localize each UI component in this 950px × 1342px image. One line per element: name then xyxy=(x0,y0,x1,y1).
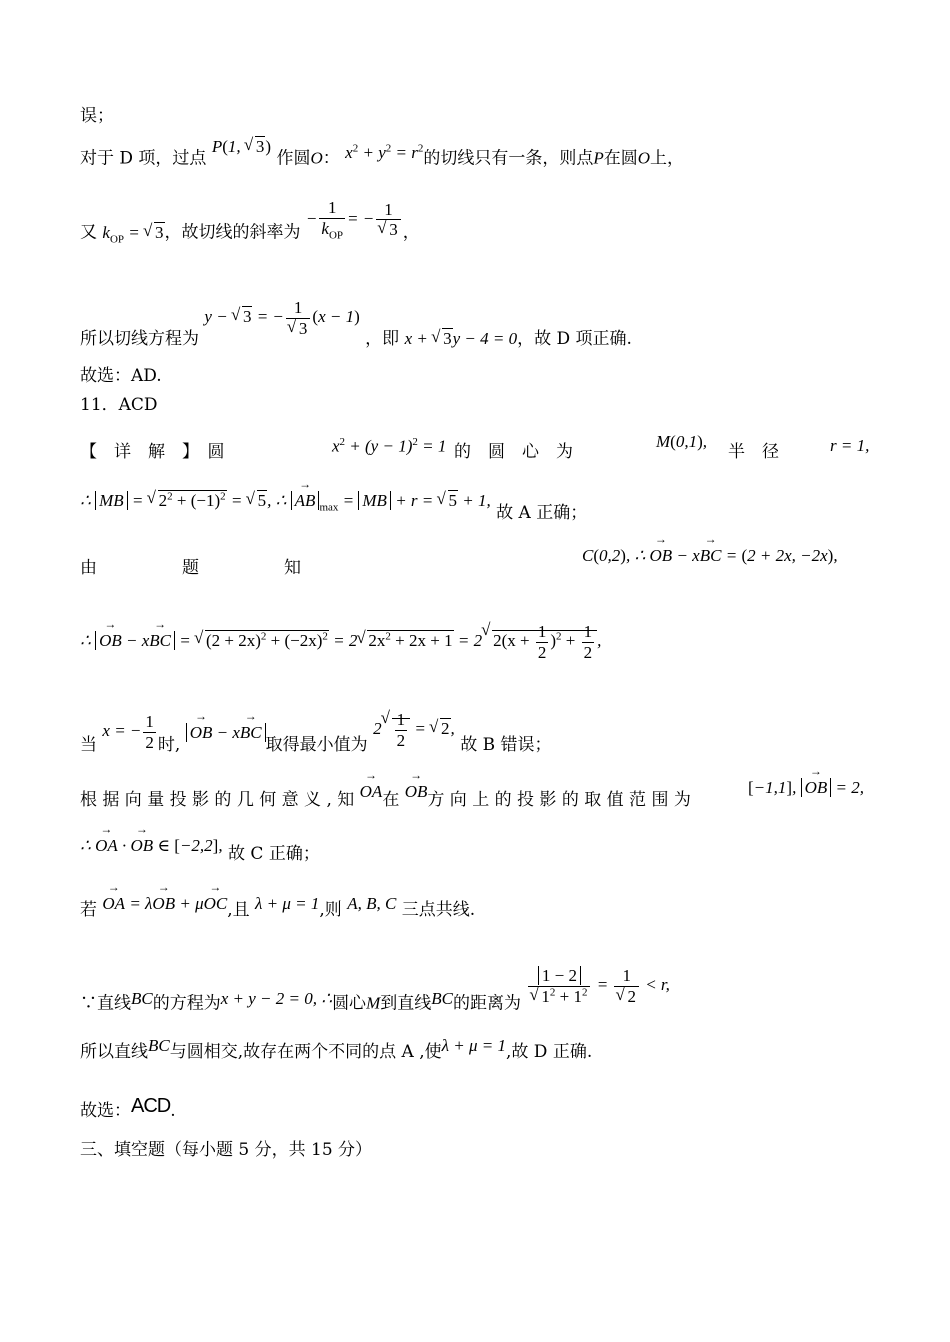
line-14-text-a: 若 xyxy=(80,900,97,920)
formula-circle-11: $x^2 + (y - 1)^2 = 1$ xyxy=(332,436,447,456)
line-13-text-b: 故 C 正确； xyxy=(228,844,320,864)
formula-tangent-line: y − √ 3 = − 1 √ 3 (x − 1) xyxy=(204,307,359,326)
line-11-text-c: 取得最小值为 xyxy=(265,734,368,755)
text-line-9 xyxy=(80,546,870,578)
text-line-5 xyxy=(80,366,162,386)
formula-bc-2: BC xyxy=(431,989,453,1009)
section-3-title: 三、填空题（每小题 5 分，共 15 分） xyxy=(80,1140,373,1160)
line-17-text-c: . xyxy=(170,1101,176,1121)
formula-range-ob: [−1,1], → OB = 2, xyxy=(748,778,864,798)
text-line-2 xyxy=(80,136,685,169)
line-4-text-c: ，故 D 项正确. xyxy=(517,328,632,349)
formula-radius: r = 1, xyxy=(830,436,870,455)
line-17-text-a: 故选： xyxy=(80,1101,131,1121)
line-16-text-b: 与圆相交,故存在两个不同的点 A ,使 xyxy=(169,1042,442,1062)
text-line-10 xyxy=(80,622,601,662)
answer-11: ACD xyxy=(131,1095,171,1117)
text-line-11 xyxy=(80,710,552,766)
formula-x-min: x = − $\frac{1}{2}$ xyxy=(102,712,154,752)
text-line-15 xyxy=(80,966,670,1025)
formula-circle-o: O xyxy=(310,148,323,168)
formula-m: M xyxy=(366,993,381,1013)
line-2-text-a: 对于 D 项，过点 xyxy=(80,148,207,169)
line-12-text-c: 方 向 上 的 投 影 的 取 值 范 围 为 xyxy=(427,790,691,810)
text-line-8 xyxy=(80,490,588,523)
text-line-3 xyxy=(80,198,420,256)
formula-center-m: M(0,1), xyxy=(656,432,708,451)
question-11-answer: 11．ACD xyxy=(80,395,158,415)
line-12-text-a: 根 据 向 量 投 影 的 几 何 意 义 , 知 xyxy=(80,790,355,810)
formula-o: O xyxy=(637,148,651,168)
formula-vec-oa: → OA xyxy=(360,782,383,801)
text-line-13 xyxy=(80,836,320,864)
line-12-text-b: 在 xyxy=(382,790,400,810)
line-3-text-a: 又 xyxy=(80,222,97,243)
line-3-text-b: ，故切线的斜率为 xyxy=(164,222,301,243)
text-line-6 xyxy=(80,395,158,415)
formula-distance: 1 − 2 √ $1^2 + 1^2$ = 1 √ 2 < r, xyxy=(526,975,670,994)
line-2-text-e: 在圆 xyxy=(603,148,638,169)
line-15-text-c: 圆心 xyxy=(332,993,367,1014)
line-2-text-b: 作圆 xyxy=(276,148,311,169)
formula-min-value: 2 √ $\frac{1}{2}$ = √ 2, xyxy=(373,719,455,738)
line-1-text: 误； xyxy=(80,106,114,126)
formula-ob-xbc: C(0,2), ∴ → OB − x→ BC = (2 + 2x, −2x), xyxy=(582,546,838,566)
formula-line-bc: x + y − 2 = 0, ∴ xyxy=(220,989,333,1009)
line-15-text-b: 的方程为 xyxy=(152,993,221,1014)
line-11-text-b: 时, xyxy=(157,734,181,755)
text-line-14 xyxy=(80,894,476,920)
answer-10: 故选：AD. xyxy=(80,366,162,386)
line-15-text-d: 到直线 xyxy=(380,993,432,1014)
line-2-text-c: ： xyxy=(322,148,340,169)
line-2-text-f: 上， xyxy=(650,148,685,169)
formula-p: P xyxy=(593,148,604,168)
formula-bc-3: BC xyxy=(148,1036,170,1055)
text-line-12 xyxy=(80,778,870,810)
formula-lambda-mu-2: λ + μ = 1 xyxy=(441,1036,506,1055)
text-line-16 xyxy=(80,1036,593,1062)
formula-dot-range: ∴ → OA · → OB ∈ [−2,2], xyxy=(80,836,223,855)
formula-bc-1: BC xyxy=(131,989,153,1009)
line-4-text-a: 所以切线方程为 xyxy=(80,328,199,349)
line-15-text-e: 的距离为 xyxy=(452,993,521,1014)
line-16-text-a: 所以直线 xyxy=(80,1042,148,1062)
line-11-text-a: 当 xyxy=(80,734,97,755)
formula-abs-expr: → OB − x→ BC xyxy=(186,723,266,742)
formula-lambda-mu: λ + μ = 1 xyxy=(255,894,320,913)
text-line-1 xyxy=(80,106,114,126)
line-8-text-b: 故 A 正确； xyxy=(496,502,588,523)
line-7-text-c: 半 径 xyxy=(728,442,779,462)
line-4-text-b: ，即 xyxy=(365,328,400,349)
formula-abc: A, B, C xyxy=(347,894,397,913)
line-14-text-c: ,则 xyxy=(319,900,342,920)
formula-point-p: P(1, √ 3) xyxy=(212,137,271,156)
formula-tangent-slope: − $\frac{1}{k_{OP}}$ = − 1 √ 3 xyxy=(306,209,403,228)
formula-vec-ob: → OB xyxy=(405,782,428,801)
line-9-text-a: 由 题 知 xyxy=(80,558,301,578)
formula-kop: $k_{OP}$ = √ 3 xyxy=(102,223,164,242)
line-16-text-c: ,故 D 正确. xyxy=(505,1042,593,1062)
line-14-text-d: 三点共线. xyxy=(401,900,476,920)
line-3-text-c: ， xyxy=(402,222,420,243)
formula-magnitude: ∴ → OB − x→ BC = √ $(2 + 2x)^2 + (-2x)^2 = 2√$ $2x^2 + 2x + 1 = 2√$ 2(x + $\frac{1}{2}$ )$^2$ + $\frac{1}{2}$ , xyxy=(80,631,601,650)
text-line-4 xyxy=(80,298,632,360)
text-line-7 xyxy=(80,432,870,462)
line-15-text-a: ∵直线 xyxy=(80,993,131,1014)
line-14-text-b: ,且 xyxy=(227,900,250,920)
formula-mb-ab: ∴ MB = √ $2^2 + (-1)^2$ = √ 5, ∴ → AB $_{max}$ = MB + r = √ 5 + 1, xyxy=(80,491,491,510)
text-line-17 xyxy=(80,1095,176,1122)
formula-tangent-line-std: x + √ 3y − 4 = 0 xyxy=(405,329,518,348)
line-2-text-d: 的切线只有一条，则点 xyxy=(423,148,594,169)
line-7-text-b: 的 圆 心 为 xyxy=(454,442,573,462)
section-heading-fill-in xyxy=(80,1140,372,1160)
formula-vector-combo: → OA = λ→ OB + μ→ OC xyxy=(102,894,227,913)
line-7-text-a: 【 详 解 】 圆 xyxy=(80,442,225,462)
line-11-text-d: 故 B 错误； xyxy=(460,734,552,755)
formula-circle-eq: $x^2 + y^2 = r^2$ xyxy=(345,142,424,162)
